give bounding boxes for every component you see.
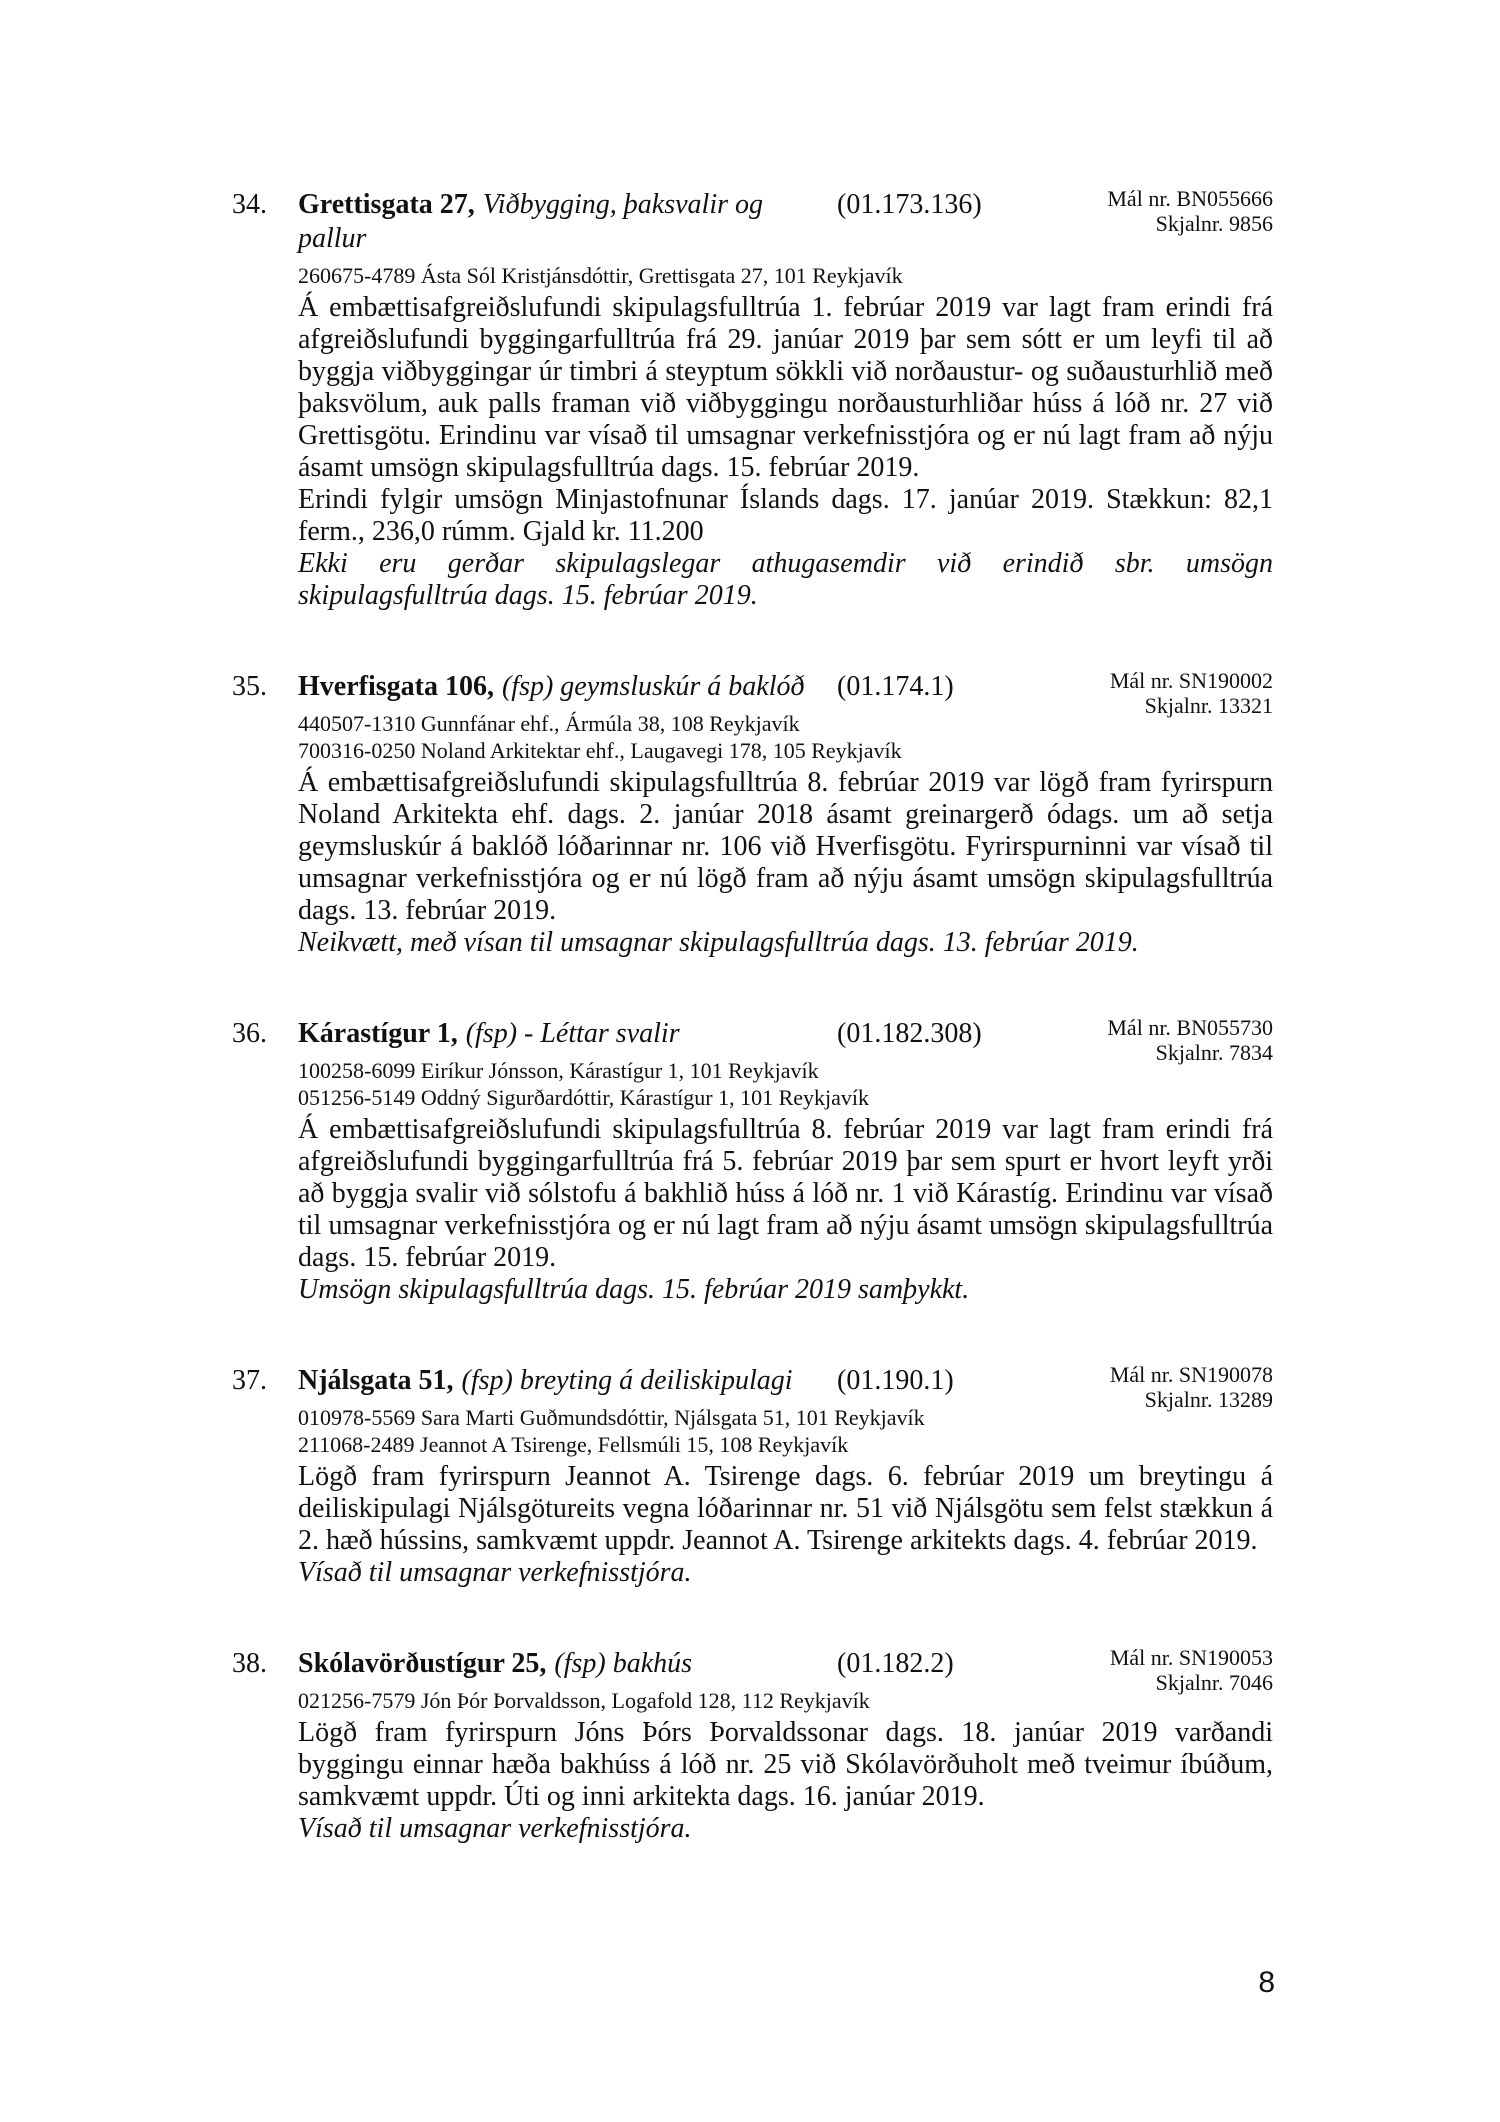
item-header [232,668,1273,718]
body-paragraph: Á embættisafgreiðslufundi skipulagsfulltrúa 8. febrúar 2019 var lagt fram erindi frá afgreiðslufundi byggingarfulltrúa frá 5. febrúar 2019 þar sem spurt er hvort leyft yrði að byggja svalir við sólstofu á bakhlið húss á lóð nr. 1 við Kárastíg. Erindinu var vísað til umsagnar verkefnisstjóra og er nú lagt fram að nýju ásamt umsögn skipulagsfulltrúa dags. 15. febrúar 2019. [298,1114,1273,1273]
agenda-list [232,188,1273,1903]
item-body [298,292,1273,612]
item-case-number: (01.174.1) [837,671,954,702]
registrations [298,1404,1273,1458]
skjal-nr: Skjalnr. 13321 [1144,693,1273,718]
item-street: Kárastígur 1, [298,1018,458,1049]
body-paragraph: Á embættisafgreiðslufundi skipulagsfulltrúa 8. febrúar 2019 var lögð fram fyrirspurn Noland Arkitekta ehf. dags. 2. janúar 2018 ásamt greinargerð ódags. um að setja geymsluskúr á baklóð lóðarinnar nr. 106 við Hverfisgötu. Fyrirspurninni var vísað til umsagnar verkefnisstjóra og er nú lögð fram að nýju ásamt umsögn skipulagsfulltrúa dags. 13. febrúar 2019. [298,767,1273,926]
item-subtitle: (fsp) - Léttar svalir [465,1018,680,1049]
page-number: 8 [1258,1966,1275,1999]
item-case-number: (01.182.2) [837,1648,954,1679]
verdict-paragraph: Neikvætt, með vísan til umsagnar skipulagsfulltrúa dags. 13. febrúar 2019. [298,927,1139,958]
item-header [232,1362,1273,1412]
item-case-number: (01.182.308) [837,1018,982,1049]
registration-line: 010978-5569 Sara Marti Guðmundsdóttir, Njálsgata 51, 101 Reykjavík [298,1405,925,1430]
item-street: Grettisgata 27, [298,189,475,220]
registration-line: 100258-6099 Eiríkur Jónsson, Kárastígur 1, 101 Reykjavík [298,1058,819,1083]
registration-line: 440507-1310 Gunnfánar ehf., Ármúla 38, 108 Reykjavík [298,711,800,736]
item-body [298,1461,1273,1589]
agenda-item-35 [232,670,1273,959]
item-subtitle: (fsp) bakhús [554,1648,693,1679]
agenda-item-34 [232,188,1273,612]
item-street: Hverfisgata 106, [298,671,494,702]
item-header [232,1645,1273,1695]
registration-line: 051256-5149 Oddný Sigurðardóttir, Kárastígur 1, 101 Reykjavík [298,1085,870,1110]
item-refs [1107,1015,1273,1065]
item-number: 35. [232,671,267,702]
item-case-number: (01.190.1) [837,1365,954,1396]
mal-nr: Mál nr. SN190078 [1109,1362,1273,1387]
item-subtitle: (fsp) geymsluskúr á baklóð [501,671,805,702]
item-refs [1110,668,1273,718]
item-street: Njálsgata 51, [298,1365,454,1396]
mal-nr: Mál nr. SN190053 [1109,1645,1273,1670]
item-street: Skólavörðustígur 25, [298,1648,547,1679]
item-header [232,188,1273,256]
item-subtitle: Viðbygging, þaksvalir og pallur [298,189,763,254]
body-paragraph: Á embættisafgreiðslufundi skipulagsfulltrúa 1. febrúar 2019 var lagt fram erindi frá afgreiðslufundi byggingarfulltrúa frá 29. janúar 2019 þar sem sótt er um leyfi til að byggja viðbyggingar úr timbri á steyptum sökkli við norðaustur- og suðausturhlið með þaksvölum, auk palls framan við viðbyggingu norðausturhliðar húss á lóð nr. 27 við Grettisgötu. Erindinu var vísað til umsagnar verkefnisstjóra og er nú lagt fram að nýju ásamt umsögn skipulagsfulltrúa dags. 15. febrúar 2019. [298,292,1273,483]
skjal-nr: Skjalnr. 7046 [1155,1670,1273,1695]
registrations [298,710,1273,764]
item-subtitle: (fsp) breyting á deiliskipulagi [461,1365,793,1396]
registration-line: 211068-2489 Jeannot A Tsirenge, Fellsmúli 15, 108 Reykjavík [298,1432,849,1457]
agenda-item-36 [232,1017,1273,1306]
item-refs [1110,1362,1273,1412]
item-number: 34. [232,189,267,220]
item-refs [1107,186,1273,236]
registration-line: 260675-4789 Ásta Sól Kristjánsdóttir, Grettisgata 27, 101 Reykjavík [298,263,903,288]
body-paragraph: Erindi fylgir umsögn Minjastofnunar Íslands dags. 17. janúar 2019. Stækkun: 82,1 ferm., 236,0 rúmm. Gjald kr. 11.200 [298,484,1273,547]
mal-nr: Mál nr. SN190002 [1109,668,1273,693]
verdict-paragraph: Vísað til umsagnar verkefnisstjóra. [298,1813,692,1844]
skjal-nr: Skjalnr. 13289 [1144,1387,1273,1412]
registration-line: 700316-0250 Noland Arkitektar ehf., Laugavegi 178, 105 Reykjavík [298,738,902,763]
verdict-paragraph: Umsögn skipulagsfulltrúa dags. 15. febrúar 2019 samþykkt. [298,1274,970,1305]
mal-nr: Mál nr. BN055730 [1107,1015,1273,1040]
registrations [298,262,1273,289]
skjal-nr: Skjalnr. 9856 [1155,211,1273,236]
item-refs [1110,1645,1273,1695]
body-paragraph: Lögð fram fyrirspurn Jóns Þórs Þorvaldssonar dags. 18. janúar 2019 varðandi byggingu einnar hæða bakhúss á lóð nr. 25 við Skólavörðuholt með tveimur íbúðum, samkvæmt uppdr. Úti og inni arkitekta dags. 16. janúar 2019. [298,1717,1273,1812]
verdict-paragraph: Ekki eru gerðar skipulagslegar athugasemdir við erindið sbr. umsögn skipulagsfulltrúa dags. 15. febrúar 2019. [298,548,1273,611]
item-header [232,1015,1273,1065]
verdict-paragraph: Vísað til umsagnar verkefnisstjóra. [298,1557,692,1588]
body-paragraph: Lögð fram fyrirspurn Jeannot A. Tsirenge dags. 6. febrúar 2019 um breytingu á deiliskipulagi Njálsgötureits vegna lóðarinnar nr. 51 við Njálsgötu sem felst stækkun á 2. hæð hússins, samkvæmt uppdr. Jeannot A. Tsirenge arkitekts dags. 4. febrúar 2019. [298,1461,1273,1556]
item-title [298,188,822,256]
agenda-item-38 [232,1647,1273,1845]
skjal-nr: Skjalnr. 7834 [1155,1040,1273,1065]
item-number: 36. [232,1018,267,1049]
mal-nr: Mál nr. BN055666 [1107,186,1273,211]
registrations [298,1057,1273,1111]
item-case-number: (01.173.136) [837,189,982,220]
item-number: 37. [232,1365,267,1396]
item-body [298,1717,1273,1845]
registration-line: 021256-7579 Jón Þór Þorvaldsson, Logafold 128, 112 Reykjavík [298,1688,870,1713]
item-body [298,767,1273,959]
agenda-item-37 [232,1364,1273,1589]
item-number: 38. [232,1648,267,1679]
item-body [298,1114,1273,1306]
